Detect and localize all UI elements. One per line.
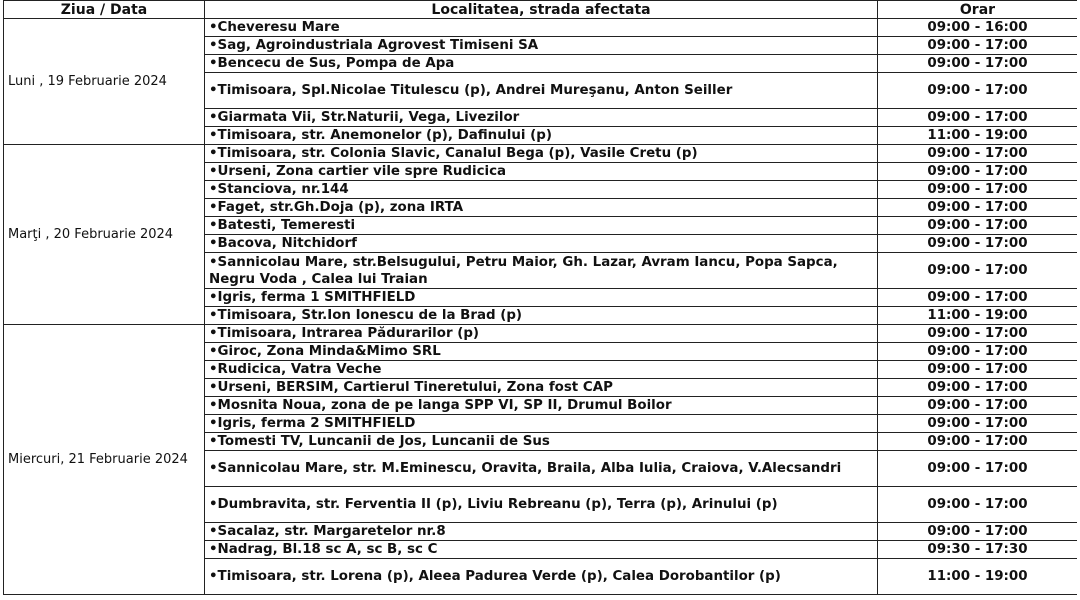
location-cell: •Timisoara, Intrarea Pădurarilor (p)	[205, 325, 878, 343]
time-cell: 09:00 - 17:00	[878, 181, 1078, 199]
location-cell: •Urseni, Zona cartier vile spre Rudicica	[205, 163, 878, 181]
time-cell: 09:00 - 17:00	[878, 109, 1078, 127]
location-cell: •Giarmata Vii, Str.Naturii, Vega, Livezilor	[205, 109, 878, 127]
header-location: Localitatea, strada afectata	[205, 1, 878, 19]
header-day: Ziua / Data	[4, 1, 205, 19]
table-row	[4, 19, 1078, 37]
time-cell: 09:00 - 16:00	[878, 19, 1078, 37]
day-cell: Luni , 19 Februarie 2024	[4, 19, 205, 145]
location-cell: •Sannicolau Mare, str. M.Eminescu, Oravita, Braila, Alba Iulia, Craiova, V.Alecsandri	[205, 451, 878, 487]
time-cell: 09:00 - 17:00	[878, 217, 1078, 235]
location-cell: •Timisoara, str. Lorena (p), Aleea Padurea Verde (p), Calea Dorobantilor (p)	[205, 559, 878, 595]
location-cell: •Urseni, BERSIM, Cartierul Tineretului, Zona fost CAP	[205, 379, 878, 397]
location-cell: •Sacalaz, str. Margaretelor nr.8	[205, 523, 878, 541]
time-cell: 09:00 - 17:00	[878, 433, 1078, 451]
table-row	[4, 325, 1078, 343]
time-cell: 09:00 - 17:00	[878, 343, 1078, 361]
location-cell: •Timisoara, str. Anemonelor (p), Dafinului (p)	[205, 127, 878, 145]
location-cell: •Dumbravita, str. Ferventia II (p), Liviu Rebreanu (p), Terra (p), Arinului (p)	[205, 487, 878, 523]
location-cell: •Bencecu de Sus, Pompa de Apa	[205, 55, 878, 73]
location-cell: •Nadrag, Bl.18 sc A, sc B, sc C	[205, 541, 878, 559]
time-cell: 09:30 - 17:30	[878, 541, 1078, 559]
table-row	[4, 145, 1078, 163]
header-time: Orar	[878, 1, 1078, 19]
time-cell: 09:00 - 17:00	[878, 199, 1078, 217]
location-cell: •Timisoara, Str.Ion Ionescu de la Brad (p)	[205, 307, 878, 325]
location-cell: •Mosnita Noua, zona de pe langa SPP VI, SP II, Drumul Boilor	[205, 397, 878, 415]
time-cell: 09:00 - 17:00	[878, 145, 1078, 163]
time-cell: 09:00 - 17:00	[878, 253, 1078, 289]
day-cell: Miercuri, 21 Februarie 2024	[4, 325, 205, 595]
time-cell: 09:00 - 17:00	[878, 163, 1078, 181]
location-cell: •Sag, Agroindustriala Agrovest Timiseni SA	[205, 37, 878, 55]
time-cell: 09:00 - 17:00	[878, 379, 1078, 397]
location-cell: •Faget, str.Gh.Doja (p), zona IRTA	[205, 199, 878, 217]
location-cell: •Rudicica, Vatra Veche	[205, 361, 878, 379]
location-cell: •Timisoara, Spl.Nicolae Titulescu (p), Andrei Mureşanu, Anton Seiller	[205, 73, 878, 109]
day-cell: Marţi , 20 Februarie 2024	[4, 145, 205, 325]
time-cell: 09:00 - 17:00	[878, 451, 1078, 487]
outage-schedule	[3, 0, 1077, 600]
location-cell: •Giroc, Zona Minda&Mimo SRL	[205, 343, 878, 361]
location-cell: •Bacova, Nitchidorf	[205, 235, 878, 253]
table-body	[4, 19, 1078, 595]
time-cell: 09:00 - 17:00	[878, 415, 1078, 433]
table-header	[4, 1, 1078, 19]
time-cell: 09:00 - 17:00	[878, 289, 1078, 307]
schedule-table	[3, 0, 1077, 595]
location-cell: •Batesti, Temeresti	[205, 217, 878, 235]
location-cell: •Igris, ferma 2 SMITHFIELD	[205, 415, 878, 433]
time-cell: 09:00 - 17:00	[878, 361, 1078, 379]
time-cell: 09:00 - 17:00	[878, 235, 1078, 253]
location-cell: •Cheveresu Mare	[205, 19, 878, 37]
time-cell: 11:00 - 19:00	[878, 307, 1078, 325]
time-cell: 11:00 - 19:00	[878, 127, 1078, 145]
time-cell: 09:00 - 17:00	[878, 397, 1078, 415]
time-cell: 11:00 - 19:00	[878, 559, 1078, 595]
time-cell: 09:00 - 17:00	[878, 523, 1078, 541]
location-cell: •Igris, ferma 1 SMITHFIELD	[205, 289, 878, 307]
time-cell: 09:00 - 17:00	[878, 55, 1078, 73]
location-cell: •Sannicolau Mare, str.Belsugului, Petru Maior, Gh. Lazar, Avram Iancu, Popa Sapca, Negru Voda , Calea lui Traian	[205, 253, 878, 289]
time-cell: 09:00 - 17:00	[878, 487, 1078, 523]
location-cell: •Stanciova, nr.144	[205, 181, 878, 199]
time-cell: 09:00 - 17:00	[878, 37, 1078, 55]
header-row	[4, 1, 1078, 19]
location-cell: •Tomesti TV, Luncanii de Jos, Luncanii de Sus	[205, 433, 878, 451]
time-cell: 09:00 - 17:00	[878, 325, 1078, 343]
time-cell: 09:00 - 17:00	[878, 73, 1078, 109]
location-cell: •Timisoara, str. Colonia Slavic, Canalul Bega (p), Vasile Cretu (p)	[205, 145, 878, 163]
